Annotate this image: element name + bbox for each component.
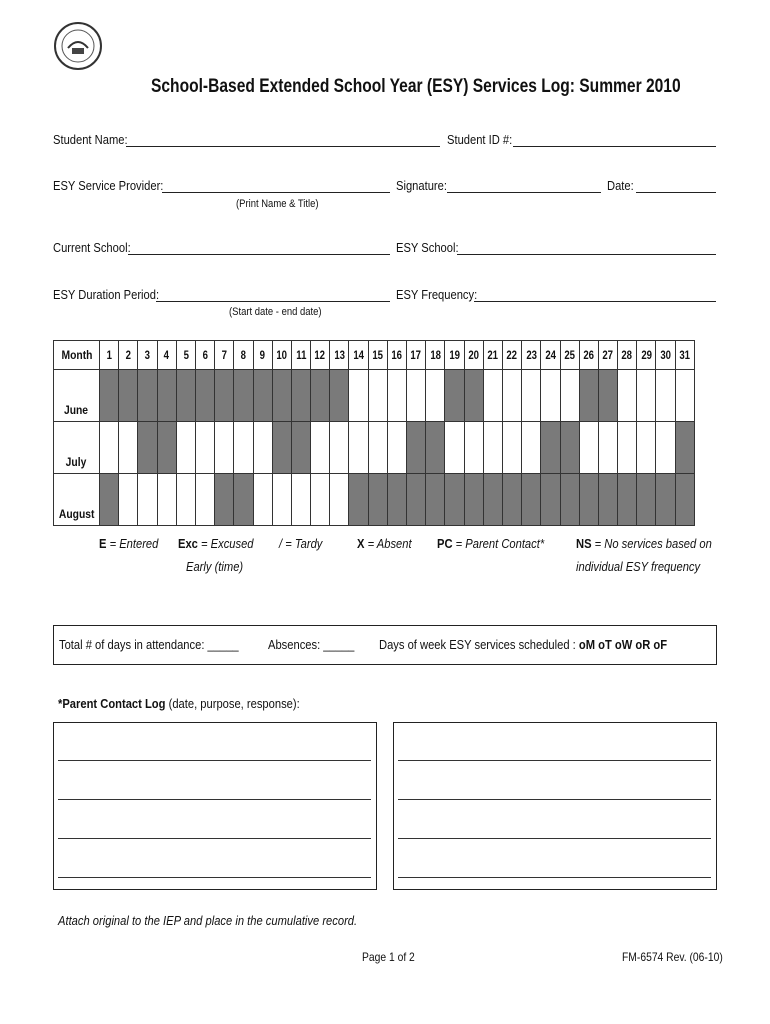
day-cell-shaded [445,370,464,422]
day-cell-shaded [138,370,157,422]
day-cell[interactable] [176,422,195,474]
date-label: Date: [607,178,634,193]
day-cell[interactable] [618,370,637,422]
day-cell-shaded [234,474,253,526]
duration-label: ESY Duration Period: [53,287,160,302]
total-attendance-label[interactable]: Total # of days in attendance: _____ [59,637,239,652]
legend-no-services-key: NS [576,536,592,551]
attendance-summary-box [53,625,717,665]
day-cell[interactable] [445,422,464,474]
day-cell-shaded [330,370,349,422]
day-header-25: 25 [560,341,579,370]
month-label: June [54,370,100,422]
day-cell[interactable] [483,422,502,474]
legend-parent-contact-key: PC [437,536,453,551]
day-cell[interactable] [253,422,272,474]
day-cell[interactable] [330,474,349,526]
page-number: Page 1 of 2 [362,950,415,964]
day-cell[interactable] [119,474,138,526]
day-cell[interactable] [675,370,694,422]
parent-log-box-right [393,722,717,890]
legend-no-services-2: individual ESY frequency [576,559,701,574]
day-cell[interactable] [618,422,637,474]
day-cell[interactable] [502,422,521,474]
day-cell[interactable] [656,370,675,422]
day-cell[interactable] [522,370,541,422]
legend-no-services-text: = No services based on [591,536,712,551]
day-cell[interactable] [541,370,560,422]
esy-school-field[interactable] [457,254,716,255]
day-cell[interactable] [637,422,656,474]
day-header-16: 16 [387,341,406,370]
day-header-2: 2 [119,341,138,370]
day-cell[interactable] [426,370,445,422]
day-cell-shaded [522,474,541,526]
day-header-22: 22 [502,341,521,370]
day-cell[interactable] [387,422,406,474]
weekday-checkboxes[interactable]: oM oT oW oR oF [578,637,668,652]
attendance-calendar [53,340,695,526]
day-cell-shaded [560,422,579,474]
duration-hint: (Start date - end date) [229,306,322,318]
student-name-field[interactable] [126,146,440,147]
day-cell-shaded [464,370,483,422]
district-seal-logo [54,22,102,70]
day-cell-shaded [675,422,694,474]
day-cell-shaded [560,474,579,526]
month-header: Month [54,341,100,370]
day-cell[interactable] [368,422,387,474]
day-header-20: 20 [464,341,483,370]
day-cell-shaded [618,474,637,526]
day-cell[interactable] [311,422,330,474]
day-cell[interactable] [176,474,195,526]
date-field[interactable] [636,192,716,193]
day-cell-shaded [464,474,483,526]
current-school-field[interactable] [128,254,390,255]
day-cell-shaded [407,422,426,474]
month-label: August [54,474,100,526]
legend-excused-text: = Excused [197,536,254,551]
day-cell[interactable] [311,474,330,526]
day-cell[interactable] [138,474,157,526]
day-cell[interactable] [195,474,214,526]
log-line[interactable] [398,799,711,800]
day-cell-shaded [368,474,387,526]
day-header-27: 27 [598,341,617,370]
day-header-3: 3 [138,341,157,370]
day-cell-shaded [157,370,176,422]
day-cell-shaded [502,474,521,526]
legend-absent [357,536,412,551]
day-cell-shaded [291,370,310,422]
day-cell-shaded [176,370,195,422]
day-cell-shaded [637,474,656,526]
day-cell[interactable] [157,474,176,526]
absences-label[interactable]: Absences: _____ [268,637,355,652]
day-header-17: 17 [407,341,426,370]
legend-excused [178,536,254,551]
day-header-26: 26 [579,341,598,370]
day-cell[interactable] [253,474,272,526]
day-cell-shaded [579,474,598,526]
day-header-12: 12 [311,341,330,370]
day-cell-shaded [675,474,694,526]
day-cell-shaded [253,370,272,422]
page-title: School-Based Extended School Year (ESY) Services Log: Summer 2010 [151,76,681,97]
current-school-label: Current School: [53,240,131,255]
day-cell-shaded [100,370,119,422]
day-cell-shaded [195,370,214,422]
day-cell-shaded [541,422,560,474]
esy-school-label: ESY School: [396,240,459,255]
day-cell[interactable] [407,370,426,422]
student-id-field[interactable] [513,146,716,147]
day-cell-shaded [407,474,426,526]
day-cell[interactable] [483,370,502,422]
legend-entered-text: = Entered [106,536,159,551]
day-header-8: 8 [234,341,253,370]
day-cell-shaded [387,474,406,526]
day-header-14: 14 [349,341,368,370]
legend-entered [99,536,158,551]
provider-label: ESY Service Provider: [53,178,164,193]
day-cell[interactable] [234,422,253,474]
log-line[interactable] [58,799,371,800]
student-name-label: Student Name: [53,132,128,147]
day-header-21: 21 [483,341,502,370]
day-cell[interactable] [349,422,368,474]
day-cell[interactable] [502,370,521,422]
day-header-4: 4 [157,341,176,370]
day-cell-shaded [119,370,138,422]
log-line[interactable] [58,760,371,761]
log-line[interactable] [58,838,371,839]
day-cell[interactable] [291,474,310,526]
day-cell[interactable] [195,422,214,474]
day-header-31: 31 [675,341,694,370]
parent-log-header [58,696,300,711]
day-cell[interactable] [215,422,234,474]
day-cell-shaded [426,474,445,526]
day-cell-shaded [426,422,445,474]
log-line[interactable] [398,877,711,878]
duration-field[interactable] [156,301,390,302]
legend-excused-key: Exc [178,536,198,551]
day-header-5: 5 [176,341,195,370]
log-line[interactable] [398,838,711,839]
day-cell-shaded [541,474,560,526]
day-cell[interactable] [272,474,291,526]
day-cell-shaded [100,474,119,526]
day-cell-shaded [483,474,502,526]
month-row-july [54,422,695,474]
day-cell-shaded [311,370,330,422]
day-header-15: 15 [368,341,387,370]
legend-parent-contact [437,536,544,551]
day-header-13: 13 [330,341,349,370]
day-cell-shaded [445,474,464,526]
day-cell-shaded [157,422,176,474]
month-label: July [54,422,100,474]
day-cell[interactable] [464,422,483,474]
day-header-10: 10 [272,341,291,370]
day-cell-shaded [656,474,675,526]
calendar-header-row [54,341,695,370]
legend-tardy: / = Tardy [279,536,323,551]
day-cell-shaded [579,370,598,422]
day-cell-shaded [349,474,368,526]
day-header-6: 6 [195,341,214,370]
form-id: FM-6574 Rev. (06-10) [622,950,723,964]
day-header-30: 30 [656,341,675,370]
signature-field[interactable] [447,192,601,193]
day-cell[interactable] [560,370,579,422]
provider-hint: (Print Name & Title) [236,198,319,210]
day-cell-shaded [598,474,617,526]
day-cell[interactable] [119,422,138,474]
month-row-june [54,370,695,422]
footer-note: Attach original to the IEP and place in the cumulative record. [58,913,358,928]
parent-log-box-left [53,722,377,890]
parent-log-label: *Parent Contact Log [58,696,166,711]
provider-field[interactable] [162,192,390,193]
days-scheduled-label: Days of week ESY services scheduled : [379,637,579,652]
day-header-24: 24 [541,341,560,370]
log-line[interactable] [58,877,371,878]
day-cell[interactable] [330,422,349,474]
frequency-field[interactable] [474,301,716,302]
legend-excused-early: Early (time) [186,559,244,574]
day-header-7: 7 [215,341,234,370]
day-cell-shaded [291,422,310,474]
legend-absent-text: = Absent [364,536,412,551]
day-cell[interactable] [598,422,617,474]
day-header-18: 18 [426,341,445,370]
student-id-label: Student ID #: [447,132,513,147]
legend-absent-key: X [357,536,365,551]
day-cell-shaded [272,370,291,422]
day-header-28: 28 [618,341,637,370]
day-cell-shaded [272,422,291,474]
day-cell[interactable] [349,370,368,422]
day-cell-shaded [138,422,157,474]
month-row-august [54,474,695,526]
day-header-1: 1 [100,341,119,370]
legend-parent-contact-text: = Parent Contact* [452,536,545,551]
day-cell-shaded [598,370,617,422]
legend-no-services [576,536,712,551]
day-header-11: 11 [291,341,310,370]
day-header-19: 19 [445,341,464,370]
day-header-9: 9 [253,341,272,370]
signature-label: Signature: [396,178,447,193]
day-cell[interactable] [522,422,541,474]
day-cell[interactable] [387,370,406,422]
legend-entered-key: E [99,536,107,551]
day-cell-shaded [215,370,234,422]
day-header-29: 29 [637,341,656,370]
day-cell-shaded [215,474,234,526]
day-header-23: 23 [522,341,541,370]
frequency-label: ESY Frequency: [396,287,478,302]
day-cell-shaded [234,370,253,422]
day-cell[interactable] [368,370,387,422]
day-cell[interactable] [100,422,119,474]
days-scheduled [379,637,667,652]
parent-log-hint: (date, purpose, response): [168,696,300,711]
day-cell[interactable] [579,422,598,474]
day-cell[interactable] [656,422,675,474]
day-cell[interactable] [637,370,656,422]
log-line[interactable] [398,760,711,761]
